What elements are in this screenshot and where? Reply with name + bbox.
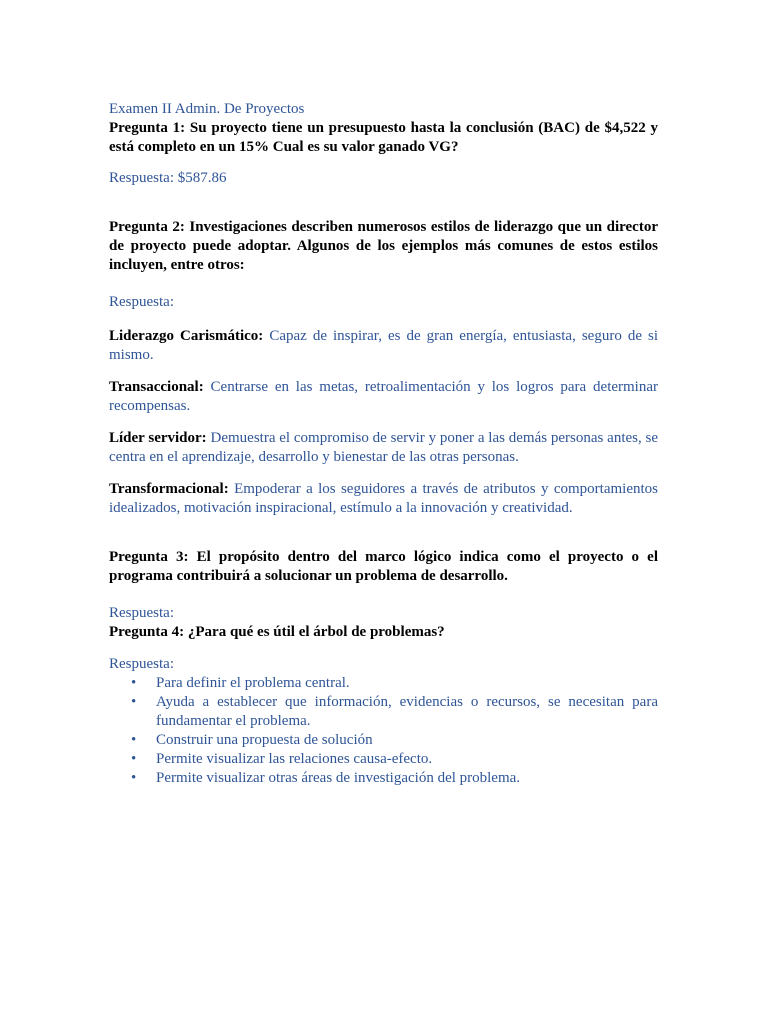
leadership-style-servant <box>109 429 658 467</box>
list-item-text: Para definir el problema central. <box>156 675 350 691</box>
answer-3-label: Respuesta: <box>109 605 174 621</box>
list-item <box>109 750 658 769</box>
style-description: Empoderar a los seguidores a través de atributos y comportamientos idealizados, motivación inspiracional, estímulo a la innovación y creatividad. <box>109 481 659 516</box>
bullet-icon: • <box>131 732 137 748</box>
question-1: Pregunta 1: Su proyecto tiene un presupuesto hasta la conclusión (BAC) de $4,522 y está completo en un 15% Cual es su valor ganado VG? <box>109 120 658 155</box>
style-description: Demuestra el compromiso de servir y poner a las demás personas antes, se centra en el aprendizaje, desarrollo y bienestar de las otras personas. <box>109 430 659 465</box>
list-item-text: Ayuda a establecer que información, evidencias o recursos, se necesitan para fundamentar el problema. <box>156 694 658 729</box>
style-term: Líder servidor: <box>109 430 207 446</box>
answer-4-bullet-list <box>109 674 658 788</box>
list-item-text: Construir una propuesta de solución <box>156 732 373 748</box>
bullet-icon: • <box>131 694 137 710</box>
document-body <box>109 100 658 788</box>
question-3: Pregunta 3: El propósito dentro del marco lógico indica como el proyecto o el programa contribuirá a solucionar un problema de desarrollo. <box>109 549 658 584</box>
bullet-icon: • <box>131 751 137 767</box>
answer-2-label: Respuesta: <box>109 294 174 310</box>
question-4: Pregunta 4: ¿Para qué es útil el árbol de problemas? <box>109 624 445 640</box>
style-description: Capaz de inspirar, es de gran energía, entusiasta, seguro de si mismo. <box>109 328 658 363</box>
list-item <box>109 731 658 750</box>
list-item-text: Permite visualizar otras áreas de investigación del problema. <box>156 770 521 786</box>
style-term: Liderazgo Carismático: <box>109 328 264 344</box>
style-term: Transaccional: <box>109 379 204 395</box>
leadership-style-transformational <box>109 480 658 518</box>
list-item <box>109 693 658 731</box>
leadership-style-transactional <box>109 378 658 416</box>
style-description: Centrarse en las metas, retroalimentación y los logros para determinar recompensas. <box>109 379 658 414</box>
list-item <box>109 674 658 693</box>
document-title: Examen II Admin. De Proyectos <box>109 101 305 117</box>
question-2: Pregunta 2: Investigaciones describen numerosos estilos de liderazgo que un director de proyecto puede adoptar. Algunos de los ejemplos más comunes de estos estilos incluyen, entre otros: <box>109 219 658 273</box>
leadership-style-charismatic <box>109 327 658 365</box>
list-item <box>109 769 658 788</box>
answer-4-label: Respuesta: <box>109 656 174 672</box>
answer-1: Respuesta: $587.86 <box>109 170 227 186</box>
bullet-icon: • <box>131 675 137 691</box>
bullet-icon: • <box>131 770 137 786</box>
style-term: Transformacional: <box>109 481 229 497</box>
list-item-text: Permite visualizar las relaciones causa-efecto. <box>156 751 433 767</box>
